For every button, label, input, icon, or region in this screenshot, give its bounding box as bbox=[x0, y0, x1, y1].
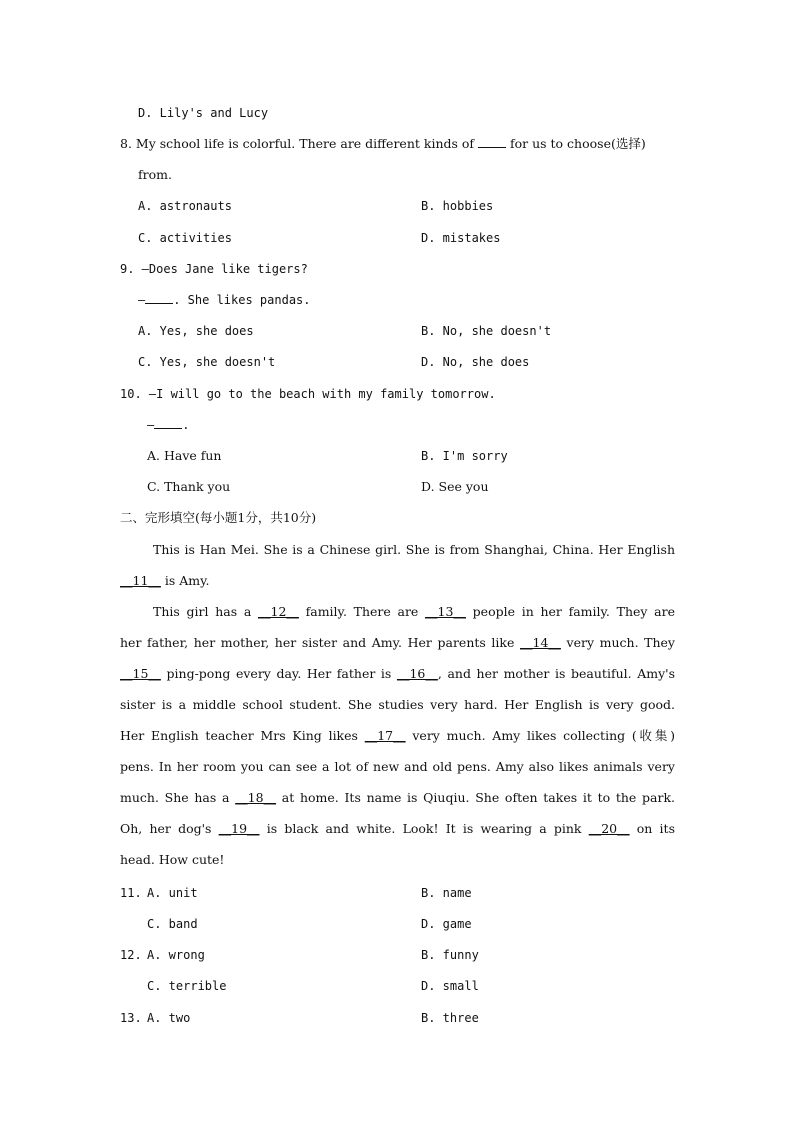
q10-blank bbox=[154, 417, 182, 429]
blank-20: __20__ bbox=[588, 821, 630, 836]
passage-text: at home. Its name is Qiuqiu. She often takes it to the park. bbox=[276, 790, 676, 805]
passage-line: pens. In her room you can see a lot of new and old pens. Amy also likes animals very bbox=[120, 759, 675, 774]
passage-line bbox=[120, 666, 675, 682]
passage-text: , and her mother is beautiful. Amy's bbox=[437, 666, 676, 681]
q10-stem: 10. —I will go to the beach with my family tomorrow. bbox=[120, 387, 496, 401]
passage-paragraph-2 bbox=[120, 604, 675, 868]
passage-line bbox=[120, 790, 675, 806]
q11-option-c: C. band bbox=[147, 917, 198, 931]
blank-17: __17__ bbox=[364, 728, 406, 743]
q11-option-d: D. game bbox=[421, 917, 472, 931]
q8-stem-after: for us to choose(选择) bbox=[506, 136, 646, 151]
passage-text: family. There are bbox=[298, 604, 426, 619]
passage-line: head. How cute! bbox=[120, 852, 225, 867]
q9-reply bbox=[138, 292, 311, 308]
q9-reply-text: . She likes pandas. bbox=[173, 293, 311, 307]
passage-text: is Amy. bbox=[160, 573, 210, 588]
q12-option-c: C. terrible bbox=[147, 979, 227, 993]
q10-reply-dash: — bbox=[147, 418, 155, 432]
passage-text: is black and white. Look! It is wearing a pink bbox=[259, 821, 589, 836]
q7-option-d: D. Lily's and Lucy bbox=[138, 106, 269, 120]
q11-label: 11. bbox=[120, 886, 142, 900]
q10-reply bbox=[147, 417, 189, 433]
q10-reply-text: . bbox=[182, 418, 190, 432]
blank-19: __19__ bbox=[218, 821, 260, 836]
passage-text: on its bbox=[629, 821, 675, 836]
q12-option-d: D. small bbox=[421, 979, 479, 993]
passage-line bbox=[120, 821, 675, 837]
q11-option-a: A. unit bbox=[147, 886, 198, 900]
q8-option-c: C. activities bbox=[138, 231, 232, 245]
q12-option-b: B. funny bbox=[421, 948, 479, 962]
blank-11: __11__ bbox=[120, 573, 161, 588]
passage-text: This girl has a bbox=[153, 604, 258, 619]
blank-15: __15__ bbox=[120, 666, 161, 681]
q8-blank bbox=[478, 136, 506, 148]
passage-line bbox=[120, 604, 675, 620]
passage-line bbox=[120, 573, 210, 589]
q8-stem-before: 8. My school life is colorful. There are different kinds of bbox=[120, 136, 479, 151]
q8-option-d: D. mistakes bbox=[421, 231, 501, 245]
q11-option-b: B. name bbox=[421, 886, 472, 900]
blank-14: __14__ bbox=[520, 635, 561, 650]
passage-text: people in her family. They are bbox=[465, 604, 675, 619]
q13-option-b: B. three bbox=[421, 1011, 479, 1025]
passage-text: very much. Amy likes collecting (收集) bbox=[405, 728, 675, 743]
q12-label: 12. bbox=[120, 948, 142, 962]
passage-paragraph-1 bbox=[120, 542, 675, 558]
q10-option-a: A. Have fun bbox=[147, 448, 222, 463]
q13-option-a: A. two bbox=[147, 1011, 191, 1025]
passage-text: ping-pong every day. Her father is bbox=[160, 666, 397, 681]
q8-stem-cont: from. bbox=[138, 167, 172, 182]
q9-option-b: B. No, she doesn't bbox=[421, 324, 552, 338]
passage-line: sister is a middle school student. She studies very hard. Her English is very good. bbox=[120, 697, 675, 712]
q8-option-a: A. astronauts bbox=[138, 199, 232, 213]
passage-line bbox=[120, 635, 675, 651]
q8-stem bbox=[120, 136, 646, 152]
passage-text: her father, her mother, her sister and Amy. Her parents like bbox=[120, 635, 520, 650]
passage-text: Her English teacher Mrs King likes bbox=[120, 728, 365, 743]
passage-text: much. She has a bbox=[120, 790, 236, 805]
passage-line: This is Han Mei. She is a Chinese girl. She is from Shanghai, China. Her English bbox=[153, 542, 675, 557]
section-2-heading: 二、完形填空(每小题1分，共10分) bbox=[120, 510, 317, 525]
passage-text: very much. They bbox=[560, 635, 675, 650]
blank-13: __13__ bbox=[425, 604, 466, 619]
q9-stem: 9. —Does Jane like tigers? bbox=[120, 262, 308, 276]
q10-option-c: C. Thank you bbox=[147, 479, 231, 494]
passage-text: Oh, her dog's bbox=[120, 821, 219, 836]
q13-label: 13. bbox=[120, 1011, 142, 1025]
q9-option-c: C. Yes, she doesn't bbox=[138, 355, 276, 369]
q10-option-d: D. See you bbox=[421, 479, 489, 494]
q12-option-a: A. wrong bbox=[147, 948, 205, 962]
passage-line bbox=[120, 728, 675, 744]
blank-16: __16__ bbox=[396, 666, 438, 681]
q9-reply-dash: — bbox=[138, 293, 146, 307]
q9-option-a: A. Yes, she does bbox=[138, 324, 254, 338]
q10-option-b: B. I'm sorry bbox=[421, 449, 508, 463]
q9-option-d: D. No, she does bbox=[421, 355, 530, 369]
blank-18: __18__ bbox=[235, 790, 277, 805]
q9-blank bbox=[145, 292, 173, 304]
q8-option-b: B. hobbies bbox=[421, 199, 494, 213]
blank-12: __12__ bbox=[258, 604, 299, 619]
